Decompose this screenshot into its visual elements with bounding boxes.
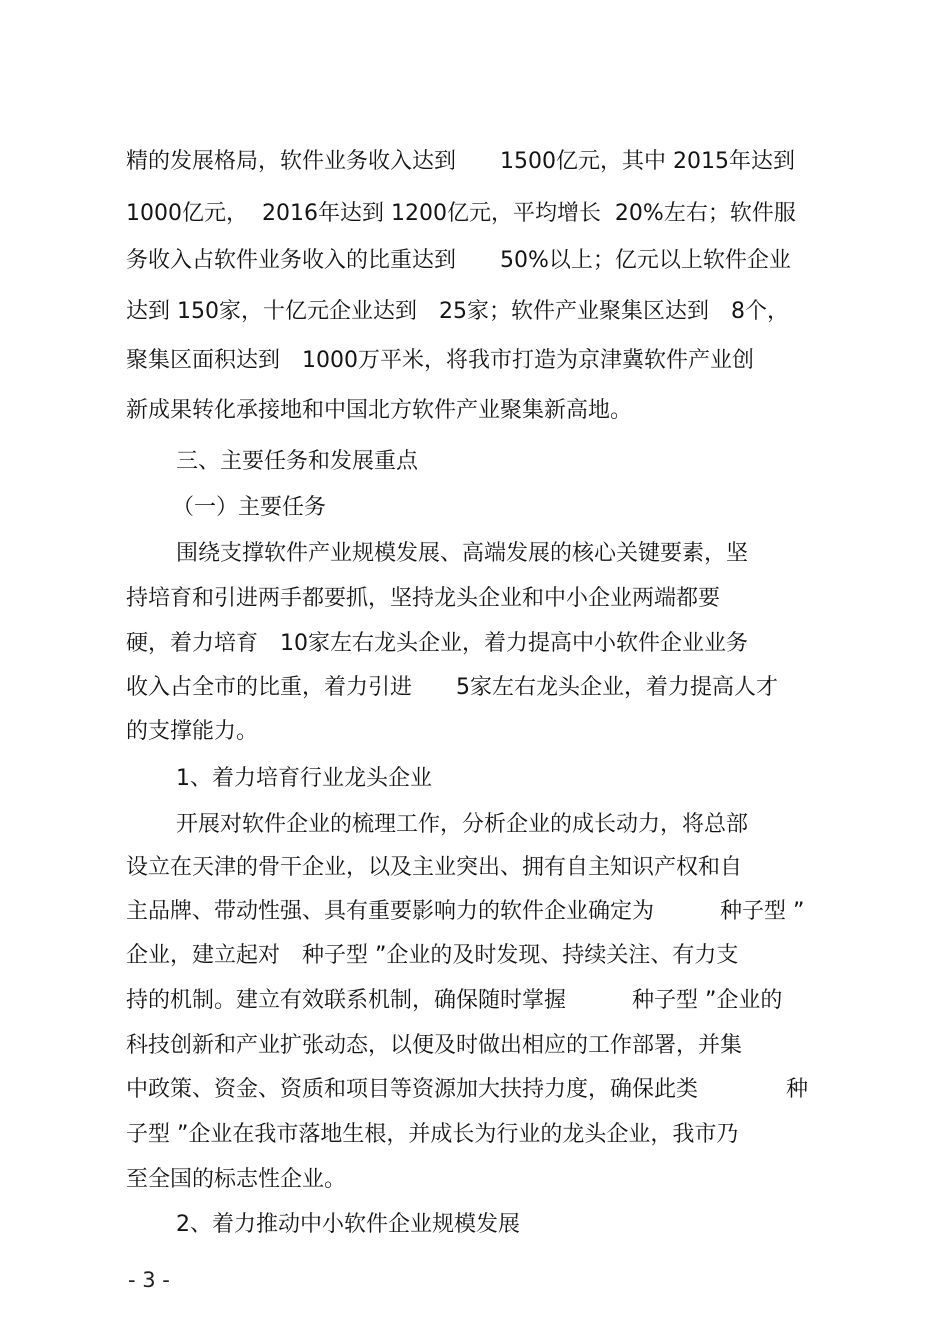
paragraph-line: 主品牌、带动性强、具有重要影响力的软件企业确定为 种子型 ”: [126, 899, 805, 924]
paragraph-line: 至全国的标志性企业。: [126, 1167, 347, 1192]
paragraph-line: 聚集区面积达到 1000万平米，将我市打造为京津冀软件产业创: [126, 348, 754, 373]
paragraph-line: 的支撑能力。: [126, 719, 259, 744]
paragraph-line: 设立在天津的骨干企业，以及主业突出、拥有自主知识产权和自: [126, 855, 743, 880]
subsection-heading: （一）主要任务: [172, 495, 327, 520]
paragraph-line: 持培育和引进两手都要抓，坚持龙头企业和中小企业两端都要: [126, 586, 721, 611]
paragraph-line: 收入占全市的比重，着力引进 5家左右龙头企业，着力提高人才: [126, 675, 778, 700]
paragraph-line: 1000亿元， 2016年达到 1200亿元，平均增长 20%左右；软件服: [126, 201, 796, 226]
paragraph-line: 持的机制。建立有效联系机制，确保随时掌握 种子型 ”企业的: [126, 988, 783, 1013]
section-heading: 三、主要任务和发展重点: [176, 449, 419, 474]
paragraph-line: 精的发展格局，软件业务收入达到 1500亿元，其中 2015年达到: [126, 149, 795, 174]
paragraph-line: 开展对软件企业的梳理工作，分析企业的成长动力，将总部: [176, 812, 749, 837]
paragraph-line: 新成果转化承接地和中国北方软件产业聚集新高地。: [126, 398, 633, 423]
paragraph-line: 围绕支撑软件产业规模发展、高端发展的核心关键要素，坚: [176, 541, 749, 566]
item-heading: 2、着力推动中小软件企业规模发展: [176, 1212, 520, 1237]
paragraph-line: 子型 ”企业在我市落地生根，并成长为行业的龙头企业，我市乃: [126, 1122, 739, 1147]
paragraph-line: 务收入占软件业务收入的比重达到 50%以上；亿元以上软件企业: [126, 248, 791, 273]
page-number: - 3 -: [128, 1268, 170, 1292]
paragraph-line: 达到 150家，十亿元企业达到 25家；软件产业聚集区达到 8个，: [126, 299, 789, 324]
item-heading: 1、着力培育行业龙头企业: [176, 766, 432, 791]
paragraph-line: 硬，着力培育 10家左右龙头企业，着力提高中小软件企业业务: [126, 631, 748, 656]
paragraph-line: 中政策、资金、资质和项目等资源加大扶持力度，确保此类 种: [126, 1077, 809, 1102]
paragraph-line: 企业，建立起对 种子型 ”企业的及时发现、持续关注、有力支: [126, 943, 739, 968]
paragraph-line: 科技创新和产业扩张动态，以便及时做出相应的工作部署，并集: [126, 1033, 743, 1058]
